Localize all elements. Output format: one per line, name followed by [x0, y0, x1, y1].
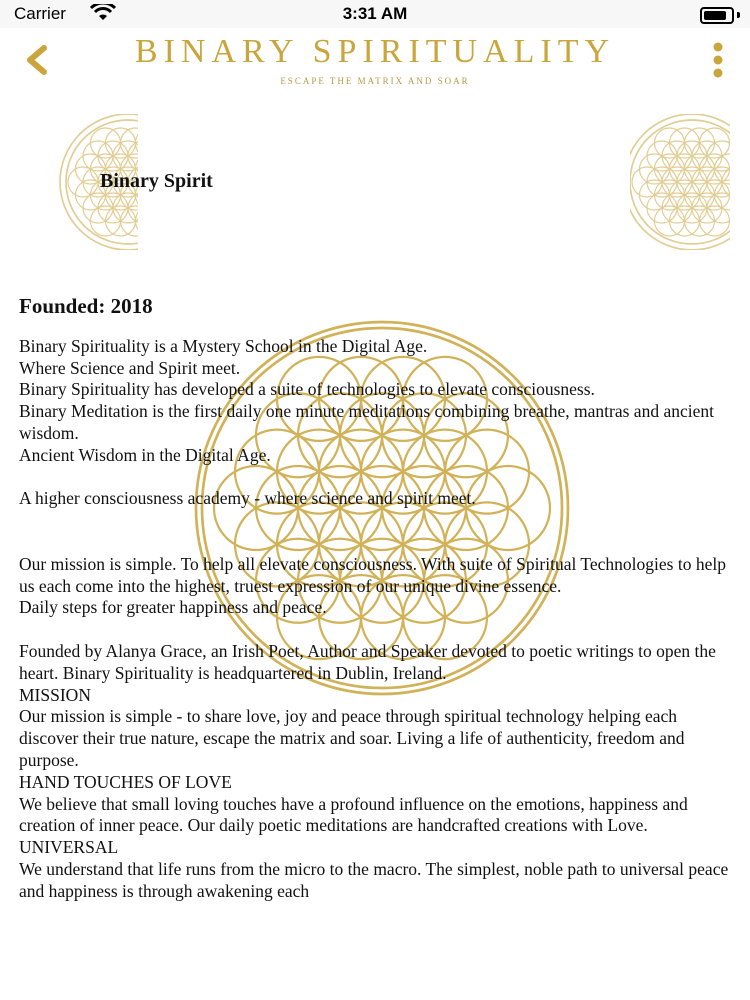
text-line: Our mission is simple - to share love, joy and peace through spiritual technology helping each discover their true nature, escape the matrix and soar. Living a life of authenticity, freedom and purpose. [19, 706, 685, 770]
status-bar [0, 0, 750, 28]
text-line: Binary Meditation is the first daily one minute meditations combining breathe, mantras and ancient wisdom. [19, 401, 714, 443]
text-line: Our mission is simple. To help all elevate consciousness. With suite of Spiritual Technologies to help us each come into the highest, truest expression of our unique divine essence. [19, 553, 726, 596]
about-content [19, 296, 734, 903]
page-heading: Binary Spirit [100, 170, 213, 192]
text-line: UNIVERSAL [19, 837, 119, 858]
back-button[interactable] [18, 40, 58, 80]
text-line: Ancient Wisdom in the Digital Age. [19, 444, 271, 465]
text-line: HAND TOUCHES OF LOVE [19, 771, 232, 792]
text-line: We understand that life runs from the micro to the macro. The simplest, noble path to universal peace and happiness is through awakening each [19, 858, 729, 901]
text-line: Daily steps for greater happiness and peace. [19, 597, 327, 618]
chevron-left-icon [18, 40, 58, 80]
paragraph-spacer [19, 510, 734, 532]
carrier-label: Carrier [14, 4, 66, 23]
text-line: Founded by Alanya Grace, an Irish Poet, Author and Speaker devoted to poetic writings to open the heart. Binary Spirituality is headquartered in Dublin, Ireland. [19, 640, 716, 683]
more-menu-button[interactable] [708, 42, 728, 82]
brand-tagline: ESCAPE THE MATRIX AND SOAR [280, 76, 470, 86]
text-line: Binary Spirituality has developed a suite of technologies to elevate consciousness. [19, 379, 595, 400]
text-line: We believe that small loving touches have a profound influence on the emotions, happiness and creation of inner peace. Our daily poetic meditations are handcrafted creations with Love. [19, 793, 688, 836]
text-line: Where Science and Spirit meet. [19, 357, 241, 378]
text-line: Binary Spirituality is a Mystery School in the Digital Age. [19, 335, 428, 356]
flower-of-life-right-decoration [630, 114, 730, 250]
brand-logo [70, 34, 680, 86]
more-vertical-icon [708, 42, 728, 82]
battery-tip [737, 12, 740, 18]
battery-icon [700, 7, 734, 24]
paragraph-spacer [19, 467, 734, 489]
text-line: MISSION [19, 684, 91, 705]
brand-title: BINARY SPIRITUALITY [134, 33, 616, 70]
paragraph-spacer [19, 619, 734, 641]
nav-bar [0, 28, 750, 94]
text-line: A higher consciousness academy - where science and spirit meet. [19, 488, 476, 509]
about-lines [19, 336, 734, 903]
status-time: 3:31 AM [342, 4, 408, 23]
founded-label: Founded: 2018 [19, 294, 153, 318]
paragraph-spacer [19, 532, 734, 554]
